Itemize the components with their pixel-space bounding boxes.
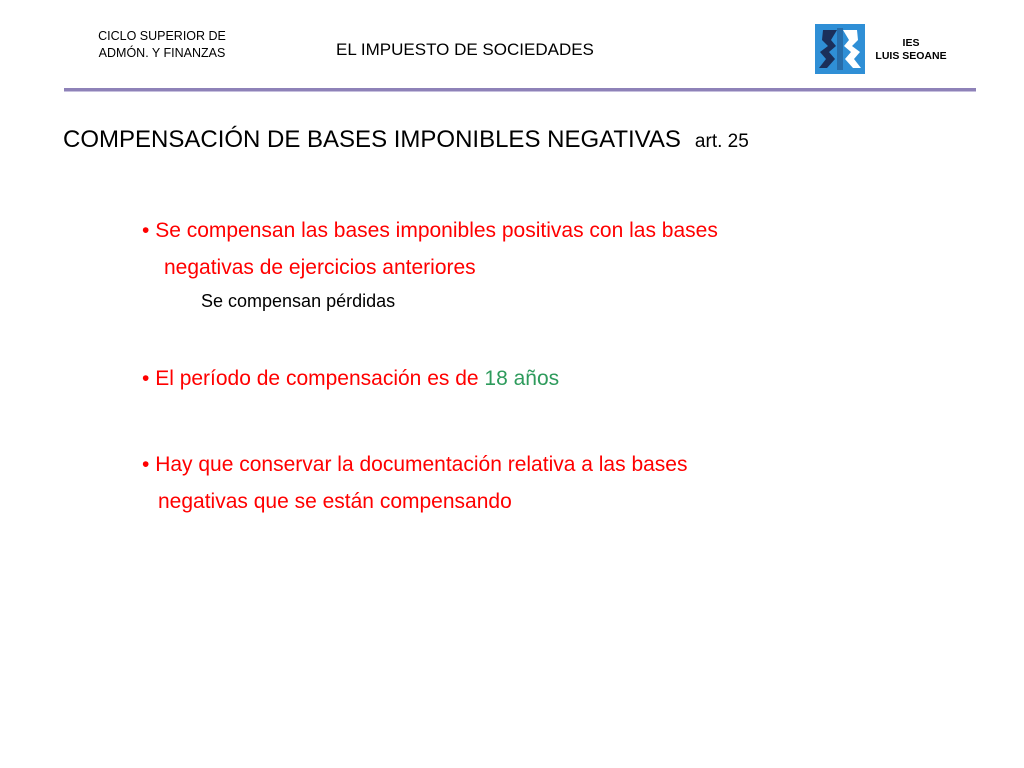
bullet-2-line1: • El período de compensación es de 18 años xyxy=(142,367,560,390)
article-reference: art. 25 xyxy=(694,131,749,152)
bullet-3-line1-text: Hay que conservar la documentación relativa a las bases xyxy=(155,453,688,476)
bullet-1-subtext: Se compensan pérdidas xyxy=(201,291,396,311)
school-logo-icon xyxy=(815,24,865,74)
bullet-point-2 xyxy=(142,360,559,397)
course-label-line1: CICLO SUPERIOR DE xyxy=(98,29,226,43)
bullet-3-line2: negativas que se están compensando xyxy=(158,490,512,513)
course-label xyxy=(82,28,242,62)
bullet-1-line1-text: Se compensan las bases imponibles positivas con las bases xyxy=(155,219,718,242)
slide-title xyxy=(63,126,749,154)
bullet-point-3 xyxy=(142,446,687,520)
bullet-2-highlight: 18 años xyxy=(484,367,560,390)
course-label-line2: ADMÓN. Y FINANZAS xyxy=(98,46,226,60)
bullet-3-line1: • Hay que conservar la documentación relativa a las bases xyxy=(142,453,688,476)
header-divider xyxy=(64,88,976,92)
bullet-point-1 xyxy=(142,212,718,286)
bullet-2-text: El período de compensación es de xyxy=(155,367,479,390)
school-name-line1: IES xyxy=(902,37,920,49)
header-title: EL IMPUESTO DE SOCIEDADES xyxy=(336,40,594,59)
slide-title-text: COMPENSACIÓN DE BASES IMPONIBLES NEGATIVAS xyxy=(63,126,681,153)
bullet-1-line1: • Se compensan las bases imponibles positivas con las bases xyxy=(142,219,718,242)
school-name xyxy=(866,37,956,63)
bullet-1-line2: negativas de ejercicios anteriores xyxy=(164,256,476,279)
school-name-line2: LUIS SEOANE xyxy=(875,50,947,62)
